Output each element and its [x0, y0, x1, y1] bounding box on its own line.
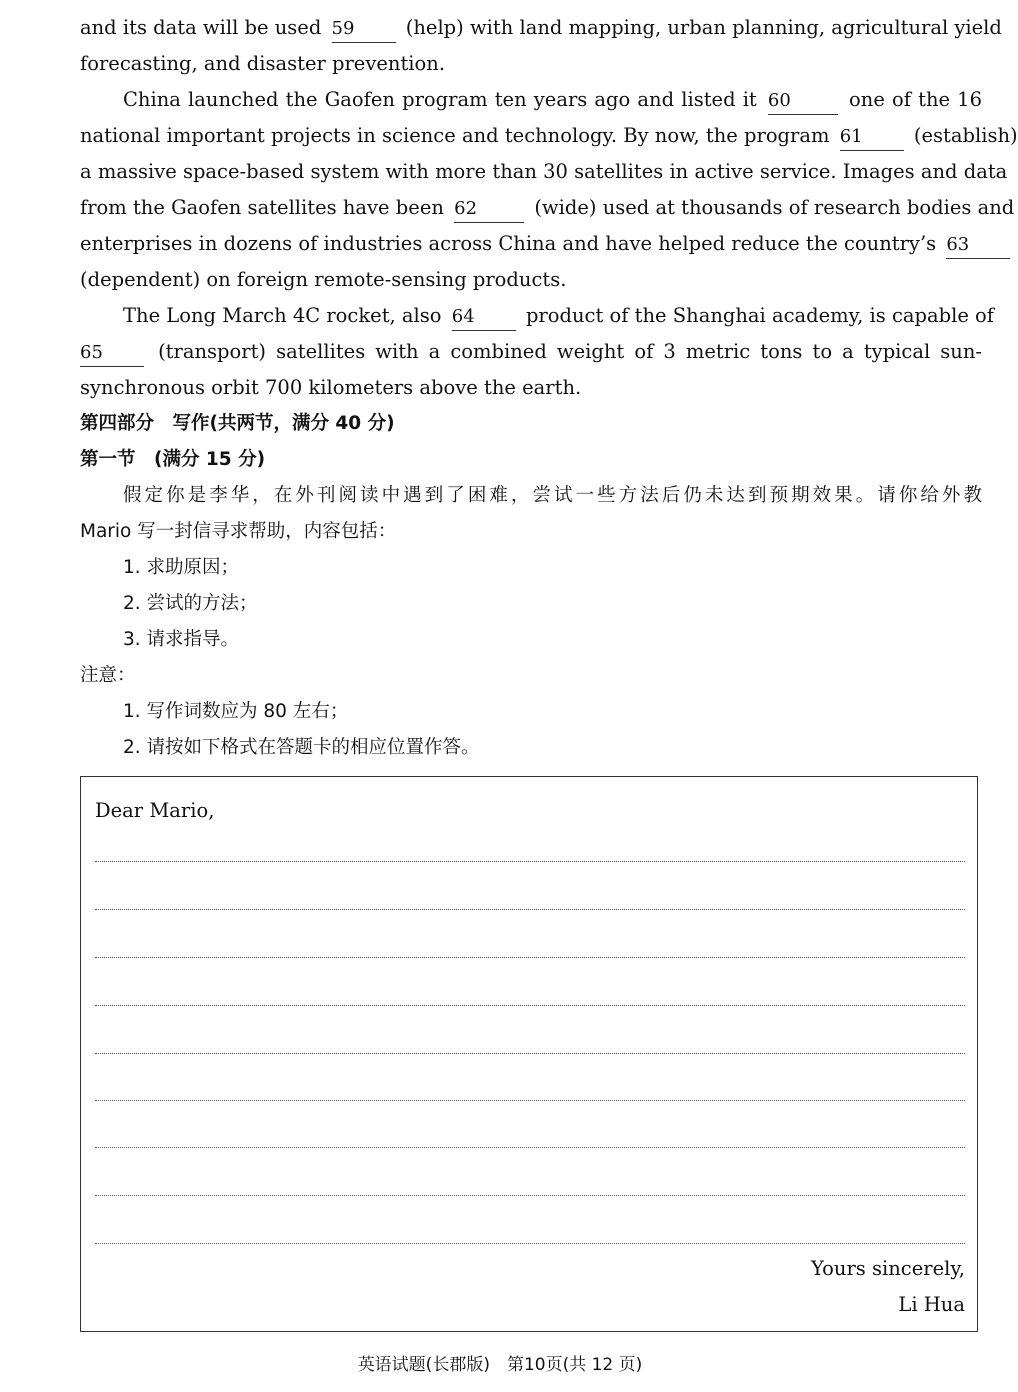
- letter-signature: Li Hua: [898, 1293, 965, 1316]
- prompt-line: 假定你是李华，在外刊阅读中遇到了困难，尝试一些方法后仍未达到预期效果。请你给外教: [123, 485, 982, 506]
- text: one of the 16: [849, 88, 982, 111]
- writing-line[interactable]: [95, 1195, 965, 1196]
- prompt-item: 1. 求助原因；: [123, 557, 240, 578]
- text: The Long March 4C rocket, also: [123, 304, 442, 327]
- passage-line: [80, 298, 995, 334]
- text: and its data will be used: [80, 16, 322, 39]
- text: (establish): [913, 124, 1018, 147]
- text: (transport) satellites with a combined weight of 3 metric tons to a typical sun-: [158, 340, 982, 363]
- blank-60[interactable]: 60: [768, 88, 838, 115]
- note-item: 1. 写作词数应为 80 左右；: [123, 701, 349, 722]
- part-heading: 第四部分 写作(共两节，满分 40 分): [80, 413, 395, 434]
- passage-line: forecasting, and disaster prevention.: [80, 52, 446, 75]
- text: from the Gaofen satellites have been: [80, 196, 444, 219]
- text: (wide) used at thousands of research bodies and: [534, 196, 1015, 219]
- writing-line[interactable]: [95, 909, 965, 910]
- blank-61[interactable]: 61: [840, 124, 904, 151]
- prompt-item: 3. 请求指导。: [123, 629, 240, 650]
- text: product of the Shanghai academy, is capable of: [525, 304, 995, 327]
- writing-line[interactable]: [95, 1243, 965, 1244]
- letter-answer-box[interactable]: [80, 776, 978, 1332]
- writing-line[interactable]: [95, 1005, 965, 1006]
- passage-line: [80, 118, 1018, 154]
- writing-line[interactable]: [95, 1147, 965, 1148]
- blank-62[interactable]: 62: [454, 196, 524, 223]
- writing-line[interactable]: [95, 1053, 965, 1054]
- text: (help) with land mapping, urban planning, agricultural yield: [405, 16, 1002, 39]
- letter-salutation: Dear Mario,: [95, 799, 215, 822]
- passage-line: a massive space-based system with more than 30 satellites in active service. Images and data: [80, 160, 1008, 183]
- prompt-item: 2. 尝试的方法；: [123, 593, 258, 614]
- blank-65[interactable]: 65: [80, 340, 144, 367]
- text: China launched the Gaofen program ten years ago and listed it: [123, 88, 757, 111]
- letter-closing: Yours sincerely,: [811, 1257, 965, 1280]
- writing-line[interactable]: [95, 1100, 965, 1101]
- section-heading: 第一节 (满分 15 分): [80, 449, 266, 470]
- passage-line: [80, 334, 982, 370]
- passage-line: [80, 226, 982, 262]
- writing-line[interactable]: [95, 957, 965, 958]
- passage-line: [80, 10, 1002, 46]
- page-footer: 英语试题(长郡版) 第10页(共 12 页): [357, 1355, 643, 1375]
- passage-line: synchronous orbit 700 kilometers above the earth.: [80, 376, 582, 399]
- note-label: 注意：: [80, 665, 136, 686]
- writing-line[interactable]: [95, 861, 965, 862]
- blank-63[interactable]: 63: [946, 232, 1010, 259]
- passage-line: (dependent) on foreign remote-sensing products.: [80, 268, 567, 291]
- passage-line: [80, 190, 1015, 226]
- passage-line: [80, 82, 982, 118]
- blank-64[interactable]: 64: [452, 304, 516, 331]
- note-item: 2. 请按如下格式在答题卡的相应位置作答。: [123, 737, 480, 758]
- text: national important projects in science and technology. By now, the program: [80, 124, 830, 147]
- blank-59[interactable]: 59: [332, 16, 396, 43]
- prompt-line: Mario 写一封信寻求帮助，内容包括：: [80, 521, 397, 542]
- text: enterprises in dozens of industries across China and have helped reduce the country’s: [80, 232, 937, 255]
- exam-page: [80, 10, 1018, 766]
